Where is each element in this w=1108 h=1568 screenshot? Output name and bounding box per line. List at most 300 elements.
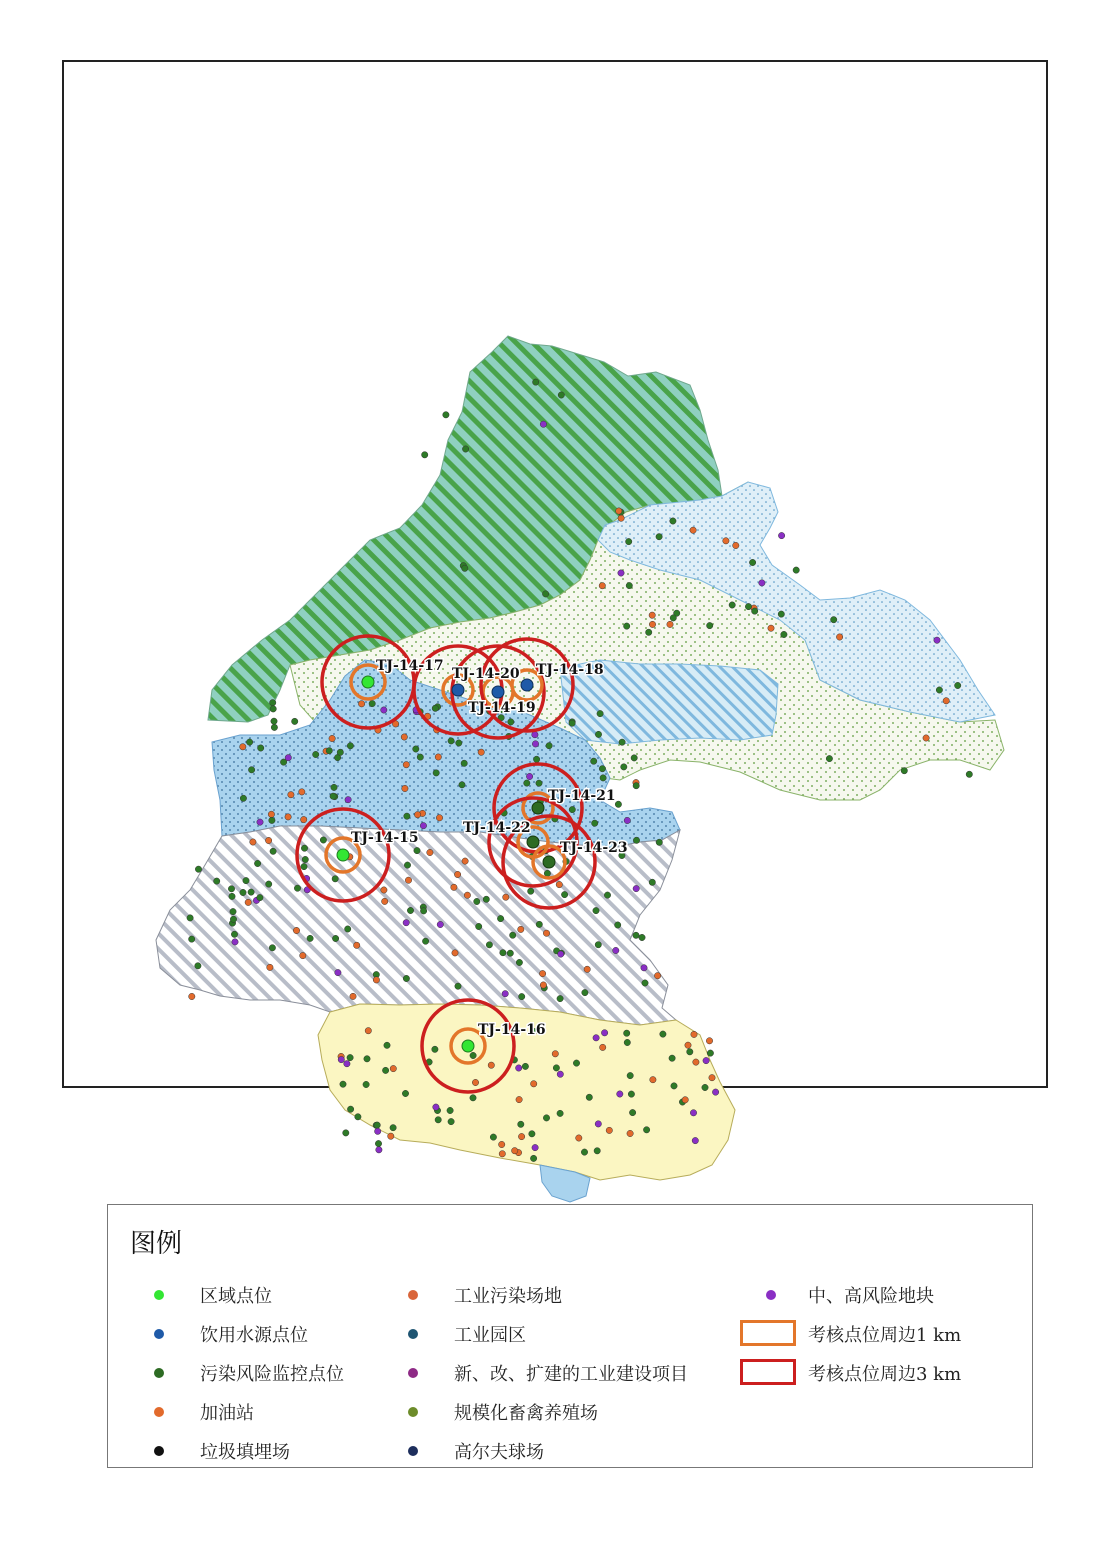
poi-marker	[831, 617, 837, 623]
poi-marker	[270, 706, 276, 712]
poi-marker	[381, 887, 387, 893]
poi-marker	[518, 926, 524, 932]
poi-marker	[280, 759, 286, 765]
site-label: TJ-14-20	[452, 666, 520, 682]
poi-marker	[189, 993, 195, 999]
poi-marker	[707, 622, 713, 628]
poi-marker	[516, 1096, 522, 1102]
poi-marker	[195, 963, 201, 969]
poi-marker	[508, 719, 514, 725]
legend-item-risk-site	[130, 1359, 344, 1387]
poi-marker	[624, 623, 630, 629]
legend-item-golf-course	[384, 1437, 544, 1465]
poi-marker	[629, 1109, 635, 1115]
poi-marker	[382, 1067, 388, 1073]
landfill-icon	[154, 1446, 164, 1456]
poi-marker	[451, 884, 457, 890]
poi-marker	[384, 1042, 390, 1048]
zones	[156, 336, 1004, 1202]
poi-marker	[230, 916, 236, 922]
poi-marker	[529, 1131, 535, 1137]
poi-marker	[402, 785, 408, 791]
poi-marker	[422, 452, 428, 458]
poi-marker	[781, 631, 787, 637]
poi-marker	[335, 969, 341, 975]
site-marker-risk	[527, 836, 539, 848]
poi-marker	[759, 580, 765, 586]
poi-marker	[405, 877, 411, 883]
poi-marker	[187, 915, 193, 921]
industrial-site-icon	[408, 1290, 418, 1300]
poi-marker	[320, 837, 326, 843]
poi-marker	[593, 1035, 599, 1041]
poi-marker	[656, 839, 662, 845]
poi-marker	[826, 755, 832, 761]
poi-marker	[723, 538, 729, 544]
poi-marker	[615, 922, 621, 928]
poi-marker	[447, 1107, 453, 1113]
site-marker-water	[492, 686, 504, 698]
poi-marker	[597, 710, 603, 716]
poi-marker	[591, 758, 597, 764]
poi-marker	[633, 837, 639, 843]
poi-marker	[293, 927, 299, 933]
poi-marker	[533, 756, 539, 762]
poi-marker	[557, 995, 563, 1001]
poi-marker	[599, 766, 605, 772]
poi-marker	[569, 720, 575, 726]
poi-marker	[474, 898, 480, 904]
site-marker-regional	[462, 1040, 474, 1052]
poi-marker	[285, 814, 291, 820]
poi-marker	[452, 950, 458, 956]
poi-marker	[592, 820, 598, 826]
poi-marker	[313, 751, 319, 757]
poi-marker	[584, 966, 590, 972]
poi-marker	[618, 570, 624, 576]
poi-marker	[230, 908, 236, 914]
poi-marker	[407, 907, 413, 913]
poi-marker	[669, 1055, 675, 1061]
poi-marker	[543, 1115, 549, 1121]
poi-marker	[936, 687, 942, 693]
regional-site-icon	[154, 1290, 164, 1300]
poi-marker	[265, 837, 271, 843]
poi-marker	[250, 839, 256, 845]
poi-marker	[433, 1104, 439, 1110]
poi-marker	[240, 889, 246, 895]
poi-marker	[257, 819, 263, 825]
poi-marker	[267, 964, 273, 970]
poi-marker	[332, 935, 338, 941]
poi-marker	[454, 871, 460, 877]
poi-marker	[420, 908, 426, 914]
legend-item-regional-site	[130, 1281, 272, 1309]
poi-marker	[266, 881, 272, 887]
poi-marker	[540, 982, 546, 988]
poi-marker	[943, 698, 949, 704]
site-marker-regional	[362, 676, 374, 688]
legend-label: 污染风险监控点位	[200, 1364, 344, 1385]
poi-marker	[269, 817, 275, 823]
poi-marker	[404, 813, 410, 819]
poi-marker	[270, 700, 276, 706]
poi-marker	[557, 1110, 563, 1116]
poi-marker	[573, 1060, 579, 1066]
poi-marker	[476, 923, 482, 929]
poi-marker	[576, 1135, 582, 1141]
poi-marker	[503, 894, 509, 900]
water-site-icon	[154, 1329, 164, 1339]
poi-marker	[543, 930, 549, 936]
poi-marker	[363, 1081, 369, 1087]
poi-marker	[483, 896, 489, 902]
legend-label: 高尔夫球场	[454, 1442, 544, 1463]
poi-marker	[307, 935, 313, 941]
legend-item-gas-station	[130, 1398, 254, 1426]
poi-marker	[624, 1030, 630, 1036]
poi-marker	[649, 612, 655, 618]
poi-marker	[633, 783, 639, 789]
poi-marker	[373, 977, 379, 983]
poi-marker	[553, 1065, 559, 1071]
poi-marker	[934, 637, 940, 643]
poi-marker	[617, 1091, 623, 1097]
poi-marker	[593, 907, 599, 913]
poi-marker	[624, 817, 630, 823]
poi-marker	[343, 1130, 349, 1136]
poi-marker	[228, 886, 234, 892]
poi-marker	[448, 1118, 454, 1124]
poi-marker	[522, 1063, 528, 1069]
poi-marker	[381, 707, 387, 713]
poi-marker	[420, 823, 426, 829]
site-label: TJ-14-18	[536, 662, 604, 678]
poi-marker	[613, 947, 619, 953]
poi-marker	[347, 743, 353, 749]
poi-marker	[532, 1144, 538, 1150]
poi-marker	[621, 764, 627, 770]
legend-item-industrial-park	[384, 1320, 526, 1348]
poi-marker	[369, 700, 375, 706]
poi-marker	[536, 780, 542, 786]
poi-marker	[401, 734, 407, 740]
poi-marker	[752, 608, 758, 614]
poi-marker	[542, 591, 548, 597]
poi-marker	[350, 993, 356, 999]
poi-marker	[332, 876, 338, 882]
poi-marker	[461, 760, 467, 766]
poi-marker	[499, 1141, 505, 1147]
legend-label: 区域点位	[200, 1286, 272, 1307]
risk-site-icon	[154, 1368, 164, 1378]
poi-marker	[768, 625, 774, 631]
poi-marker	[248, 889, 254, 895]
site-marker-water	[452, 684, 464, 696]
poi-marker	[552, 1051, 558, 1057]
poi-marker	[595, 731, 601, 737]
poi-marker	[382, 898, 388, 904]
legend-label: 考核点位周边3 km	[808, 1364, 962, 1385]
gas-station-icon	[154, 1407, 164, 1417]
poi-marker	[569, 806, 575, 812]
poi-marker	[707, 1050, 713, 1056]
poi-marker	[524, 780, 530, 786]
poi-marker	[486, 942, 492, 948]
poi-marker	[510, 932, 516, 938]
poi-marker	[901, 768, 907, 774]
poi-marker	[403, 975, 409, 981]
poi-marker	[345, 797, 351, 803]
poi-marker	[330, 793, 336, 799]
poi-marker	[633, 885, 639, 891]
map-legend	[107, 1204, 1033, 1468]
poi-marker	[326, 748, 332, 754]
poi-marker	[712, 1089, 718, 1095]
poi-marker	[390, 1125, 396, 1131]
poi-marker	[687, 1049, 693, 1055]
poi-marker	[231, 931, 237, 937]
site-label: TJ-14-19	[468, 700, 536, 716]
poi-marker	[512, 1148, 518, 1154]
poi-marker	[229, 893, 235, 899]
poi-marker	[189, 936, 195, 942]
poi-marker	[546, 743, 552, 749]
poi-marker	[633, 932, 639, 938]
legend-item-landfill	[130, 1437, 290, 1465]
poi-marker	[301, 845, 307, 851]
poi-marker	[347, 1054, 353, 1060]
poi-marker	[670, 518, 676, 524]
poi-marker	[497, 915, 503, 921]
poi-marker	[660, 1031, 666, 1037]
poi-marker	[643, 1127, 649, 1133]
legend-title: 图例	[130, 1229, 183, 1259]
poi-marker	[464, 892, 470, 898]
poi-marker	[355, 1114, 361, 1120]
poi-marker	[195, 866, 201, 872]
poi-marker	[836, 634, 842, 640]
poi-marker	[682, 1097, 688, 1103]
poi-marker	[558, 951, 564, 957]
poi-marker	[443, 412, 449, 418]
site-marker-regional	[337, 849, 349, 861]
poi-marker	[749, 559, 755, 565]
poi-marker	[268, 811, 274, 817]
poi-marker	[533, 379, 539, 385]
poi-marker	[299, 789, 305, 795]
site-label: TJ-14-23	[560, 840, 628, 856]
poi-marker	[365, 1028, 371, 1034]
poi-marker	[628, 1091, 634, 1097]
legend-label: 加油站	[200, 1403, 254, 1424]
poi-marker	[693, 1059, 699, 1065]
poi-marker	[667, 621, 673, 627]
poi-marker	[627, 1130, 633, 1136]
legend-label: 新、改、扩建的工业建设项目	[454, 1364, 688, 1385]
poi-marker	[516, 959, 522, 965]
poi-marker	[402, 1090, 408, 1096]
legend-item-industrial-site	[384, 1281, 562, 1309]
poi-marker	[292, 718, 298, 724]
poi-marker	[258, 745, 264, 751]
poi-marker	[436, 815, 442, 821]
poi-marker	[631, 755, 637, 761]
poi-marker	[671, 1083, 677, 1089]
poi-marker	[540, 421, 546, 427]
poi-marker	[685, 1042, 691, 1048]
poi-marker	[615, 801, 621, 807]
legend-item-buffer-1km	[738, 1320, 961, 1348]
poi-marker	[561, 891, 567, 897]
site-marker-risk	[532, 802, 544, 814]
legend-label: 工业园区	[454, 1325, 526, 1346]
poi-marker	[558, 392, 564, 398]
poi-marker	[654, 973, 660, 979]
poi-marker	[670, 615, 676, 621]
poi-marker	[390, 1065, 396, 1071]
poi-marker	[345, 926, 351, 932]
poi-marker	[456, 740, 462, 746]
legend-label: 垃圾填埋场	[200, 1442, 290, 1463]
poi-marker	[472, 1079, 478, 1085]
poi-marker	[778, 532, 784, 538]
poi-marker	[455, 983, 461, 989]
poi-marker	[375, 1140, 381, 1146]
poi-marker	[427, 849, 433, 855]
poi-marker	[337, 749, 343, 755]
poi-marker	[257, 894, 263, 900]
poi-marker	[270, 848, 276, 854]
poi-marker	[459, 782, 465, 788]
poi-marker	[706, 1038, 712, 1044]
poi-marker	[642, 980, 648, 986]
poi-marker	[618, 515, 624, 521]
poi-marker	[624, 1039, 630, 1045]
poi-marker	[595, 1121, 601, 1127]
poi-marker	[530, 1155, 536, 1161]
buffer-3km-swatch-icon	[740, 1359, 796, 1385]
poi-marker	[604, 892, 610, 898]
poi-marker	[526, 773, 532, 779]
poi-marker	[246, 739, 252, 745]
poi-marker	[616, 508, 622, 514]
livestock-farm-icon	[408, 1407, 418, 1417]
poi-marker	[709, 1075, 715, 1081]
site-label: TJ-14-16	[478, 1022, 546, 1038]
legend-label: 考核点位周边1 km	[808, 1325, 962, 1346]
poi-marker	[248, 767, 254, 773]
poi-marker	[599, 583, 605, 589]
golf-course-icon	[408, 1446, 418, 1456]
legend-label: 中、高风险地块	[808, 1286, 934, 1307]
poi-marker	[586, 1094, 592, 1100]
poi-marker	[240, 795, 246, 801]
poi-marker	[532, 732, 538, 738]
poi-marker	[388, 1133, 394, 1139]
poi-marker	[338, 1056, 344, 1062]
poi-marker	[507, 950, 513, 956]
poi-marker	[691, 1031, 697, 1037]
poi-marker	[376, 1147, 382, 1153]
site-marker-risk	[543, 856, 555, 868]
poi-marker	[557, 1071, 563, 1077]
poi-marker	[702, 1084, 708, 1090]
poi-marker	[516, 1065, 522, 1071]
poi-marker	[646, 629, 652, 635]
poi-marker	[375, 1128, 381, 1134]
poi-marker	[626, 538, 632, 544]
poi-marker	[432, 1046, 438, 1052]
poi-marker	[656, 534, 662, 540]
risk-plot-icon	[766, 1290, 776, 1300]
poi-marker	[502, 991, 508, 997]
poi-marker	[600, 775, 606, 781]
poi-marker	[619, 739, 625, 745]
poi-marker	[243, 877, 249, 883]
poi-marker	[532, 741, 538, 747]
poi-marker	[245, 899, 251, 905]
poi-marker	[413, 746, 419, 752]
poi-marker	[271, 718, 277, 724]
poi-marker	[556, 881, 562, 887]
poi-marker	[462, 858, 468, 864]
poi-marker	[729, 602, 735, 608]
poi-marker	[519, 993, 525, 999]
poi-marker	[358, 701, 364, 707]
poi-marker	[539, 970, 545, 976]
legend-label: 工业污染场地	[454, 1286, 562, 1307]
poi-marker	[288, 792, 294, 798]
poi-marker	[364, 1056, 370, 1062]
poi-marker	[594, 1148, 600, 1154]
poi-marker	[606, 1127, 612, 1133]
site-label: TJ-14-21	[548, 788, 616, 804]
legend-label: 规模化畜禽养殖场	[454, 1403, 598, 1424]
poi-marker	[300, 952, 306, 958]
poi-marker	[595, 942, 601, 948]
poi-marker	[600, 1044, 606, 1050]
poi-marker	[581, 1149, 587, 1155]
poi-marker	[518, 1133, 524, 1139]
legend-item-buffer-3km	[738, 1359, 961, 1387]
poi-marker	[435, 1117, 441, 1123]
poi-marker	[354, 942, 360, 948]
poi-marker	[518, 1121, 524, 1127]
poi-marker	[294, 885, 300, 891]
poi-marker	[703, 1057, 709, 1063]
poi-marker	[582, 989, 588, 995]
poi-marker	[301, 816, 307, 822]
poi-marker	[448, 738, 454, 744]
poi-marker	[626, 582, 632, 588]
poi-marker	[531, 1081, 537, 1087]
poi-marker	[414, 847, 420, 853]
poi-marker	[536, 921, 542, 927]
poi-marker	[269, 945, 275, 951]
poi-marker	[955, 682, 961, 688]
construction-project-icon	[408, 1368, 418, 1378]
poi-marker	[347, 1106, 353, 1112]
poi-marker	[435, 754, 441, 760]
industrial-park-icon	[408, 1329, 418, 1339]
poi-marker	[433, 770, 439, 776]
poi-marker	[344, 1061, 350, 1067]
poi-marker	[490, 1134, 496, 1140]
poi-marker	[301, 863, 307, 869]
poi-marker	[214, 878, 220, 884]
poi-marker	[778, 611, 784, 617]
